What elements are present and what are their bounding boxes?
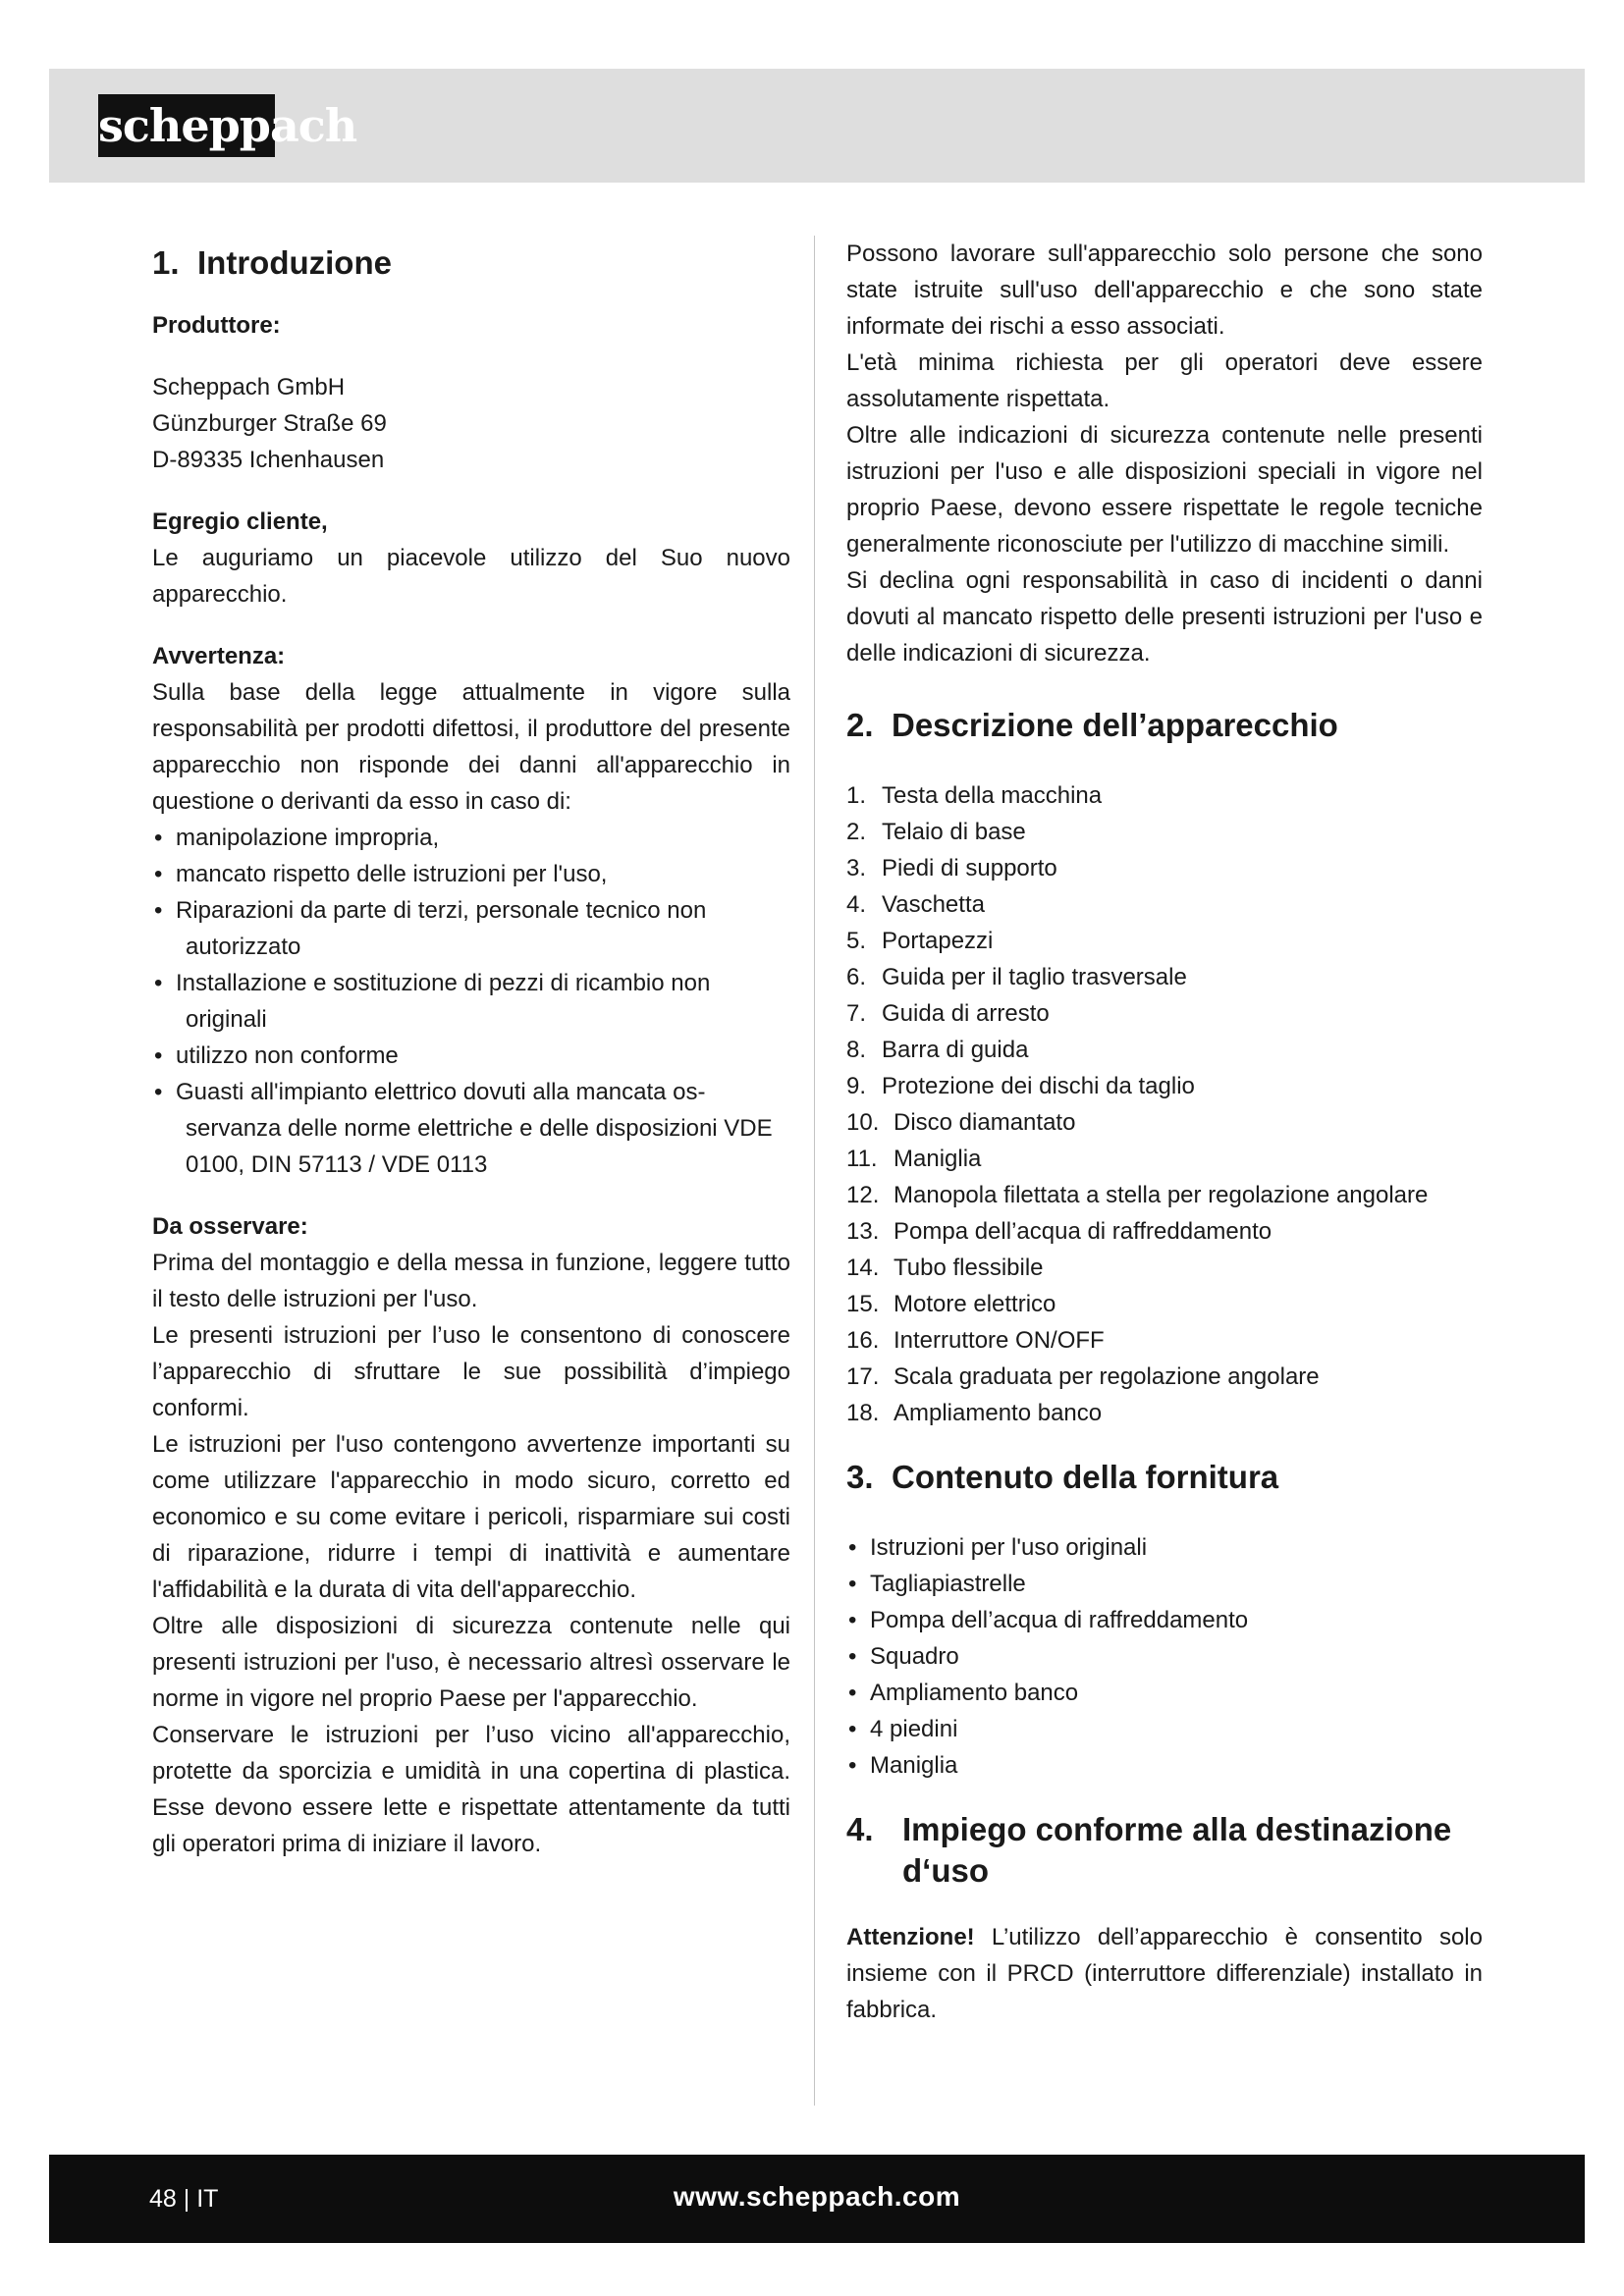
page-number-label: 48 | IT [149,2185,219,2213]
section-4-heading [846,1809,1531,1892]
manufacturer-label: Produttore: [152,312,281,339]
section-1-number: 1. [152,244,180,281]
list-item: • Squadro [846,1638,1483,1675]
note-paragraph: Conservare le istruzioni per l’uso vicino all'apparecchio, protette da sporcizia e umidità in una copertina di plastica. Esse devono essere lette e rispettate attentamente da tutti gli operatori prima di iniziare il lavoro. [152,1722,790,1857]
list-item: 6. Guida per il taglio trasversale [846,964,1187,990]
list-item: 9. Protezione dei dischi da taglio [846,1073,1195,1099]
dear-customer-text: Le auguriamo un piacevole utilizzo del Suo nuovo apparecchio. [152,545,790,608]
list-item: 12. Manopola filettata a stella per regolazione angolare [846,1182,1429,1208]
attention-text: L’utilizzo dell’apparecchio è consentito solo insieme con il PRCD (interruttore differenziale) installato in fabbrica. [846,1924,1483,2023]
list-item: • Maniglia [846,1747,1483,1784]
list-item: 2. Telaio di base [846,819,1026,845]
list-item: 8. Barra di guida [846,1037,1029,1063]
list-item: • utilizzo non conforme [152,1038,790,1074]
list-item: • 4 piedini [846,1711,1483,1747]
list-item: 5. Portapezzi [846,928,994,954]
address-line: Günzburger Straße 69 [152,410,387,437]
section-2-heading [846,705,1483,746]
list-item: • Installazione e sostituzione di pezzi di ricambio non originali [152,965,790,1038]
dear-customer-label: Egregio cliente, [152,508,328,535]
section-1-heading [152,242,790,284]
list-item: • Guasti all'impianto elettrico dovuti alla mancata os- servanza delle norme elettriche e delle disposizioni VDE 0100, DIN 57113 / VDE 0113 [152,1074,790,1183]
list-item: 18. Ampliamento banco [846,1400,1103,1426]
attention-label: Attenzione! [846,1924,975,1950]
section-1-title: Introduzione [197,244,392,281]
list-item: • Tagliapiastrelle [846,1566,1483,1602]
section-2-number: 2. [846,707,874,743]
list-item: • Riparazioni da parte di terzi, personale tecnico non autorizzato [152,892,790,965]
list-item: 17. Scala graduata per regolazione angolare [846,1363,1320,1390]
section-4-title: Impiego conforme alla destinazione d‘uso [902,1811,1452,1889]
section-3-number: 3. [846,1459,874,1495]
list-item: 4. Vaschetta [846,891,985,918]
list-item: 7. Guida di arresto [846,1000,1050,1027]
column-divider [814,236,815,2106]
note-paragraph: Le istruzioni per l'uso contengono avvertenze importanti su come utilizzare l'apparecchio in modo sicuro, corretto ed economico e su come evitare i pericoli, risparmiare sui costi di riparazione, ridurre i tempi di inattività e aumentare l'affidabilità e la durata di vita dell'apparecchio. [152,1431,790,1603]
intro-paragraph: L'età minima richiesta per gli operatori deve essere assolutamente rispettata. [846,349,1483,412]
warning-label: Avvertenza: [152,643,286,669]
footer-band [49,2155,1585,2243]
section-2-title: Descrizione dell’apparecchio [892,707,1338,743]
section-3-title: Contenuto della fornitura [892,1459,1279,1495]
warning-list [152,820,790,1183]
note-label: Da osservare: [152,1213,308,1240]
note-paragraph: Prima del montaggio e della messa in funzione, leggere tutto il testo delle istruzioni per l'uso. [152,1250,790,1312]
intro-paragraph: Oltre alle indicazioni di sicurezza contenute nelle presenti istruzioni per l'uso e alle disposizioni speciali in vigore nel proprio Paese, devono essere rispettate le regole tecniche generalmente riconosciute per l'utilizzo di macchine simili. [846,422,1483,558]
list-item: 3. Piedi di supporto [846,855,1057,881]
list-item: • manipolazione impropria, [152,820,790,856]
note-paragraph: Oltre alle disposizioni di sicurezza contenute nelle qui presenti istruzioni per l'uso, è necessario altresì osservare le norme in vigore nel proprio Paese per l'apparecchio. [152,1613,790,1712]
list-item: 11. Maniglia [846,1146,982,1172]
left-column [152,236,790,1862]
address-line: Scheppach GmbH [152,374,346,400]
address-line: D-89335 Ichenhausen [152,447,385,473]
list-item: • mancato rispetto delle istruzioni per l'uso, [152,856,790,892]
list-item: 10. Disco diamantato [846,1109,1076,1136]
attention-paragraph [846,1919,1483,2028]
list-item: 14. Tubo flessibile [846,1255,1044,1281]
list-item: 16. Interruttore ON/OFF [846,1327,1105,1354]
scheppach-logo: scheppach [98,94,275,157]
list-item: 13. Pompa dell’acqua di raffreddamento [846,1218,1272,1245]
list-item: • Pompa dell’acqua di raffreddamento [846,1602,1483,1638]
list-item: • Ampliamento banco [846,1675,1483,1711]
section-3-heading [846,1457,1483,1498]
intro-paragraph: Possono lavorare sull'apparecchio solo persone che sono state istruite sull'uso dell'apparecchio e che sono state informate dei rischi a esso associati. [846,240,1483,340]
parts-list [846,777,1483,1431]
warning-text: Sulla base della legge attualmente in vigore sulla responsabilità per prodotti difettosi, il produttore del presente apparecchio non risponde dei danni all'apparecchio in questione o derivanti da esso in caso di: [152,679,790,815]
list-item: • Istruzioni per l'uso originali [846,1529,1483,1566]
section-4-number: 4. [846,1811,874,1847]
list-item: 15. Motore elettrico [846,1291,1056,1317]
header-band [49,69,1585,183]
delivery-list [846,1529,1483,1784]
right-column [846,236,1483,2028]
manufacturer-address [152,369,790,478]
website-link[interactable]: www.scheppach.com [673,2181,961,2212]
list-item: 1. Testa della macchina [846,782,1103,809]
intro-paragraph: Si declina ogni responsabilità in caso di incidenti o danni dovuti al mancato rispetto delle presenti istruzioni per l'uso e delle indicazioni di sicurezza. [846,567,1483,667]
note-paragraph: Le presenti istruzioni per l’uso le consentono di conoscere l’apparecchio di sfruttare le sue possibilità d’impiego conformi. [152,1322,790,1421]
